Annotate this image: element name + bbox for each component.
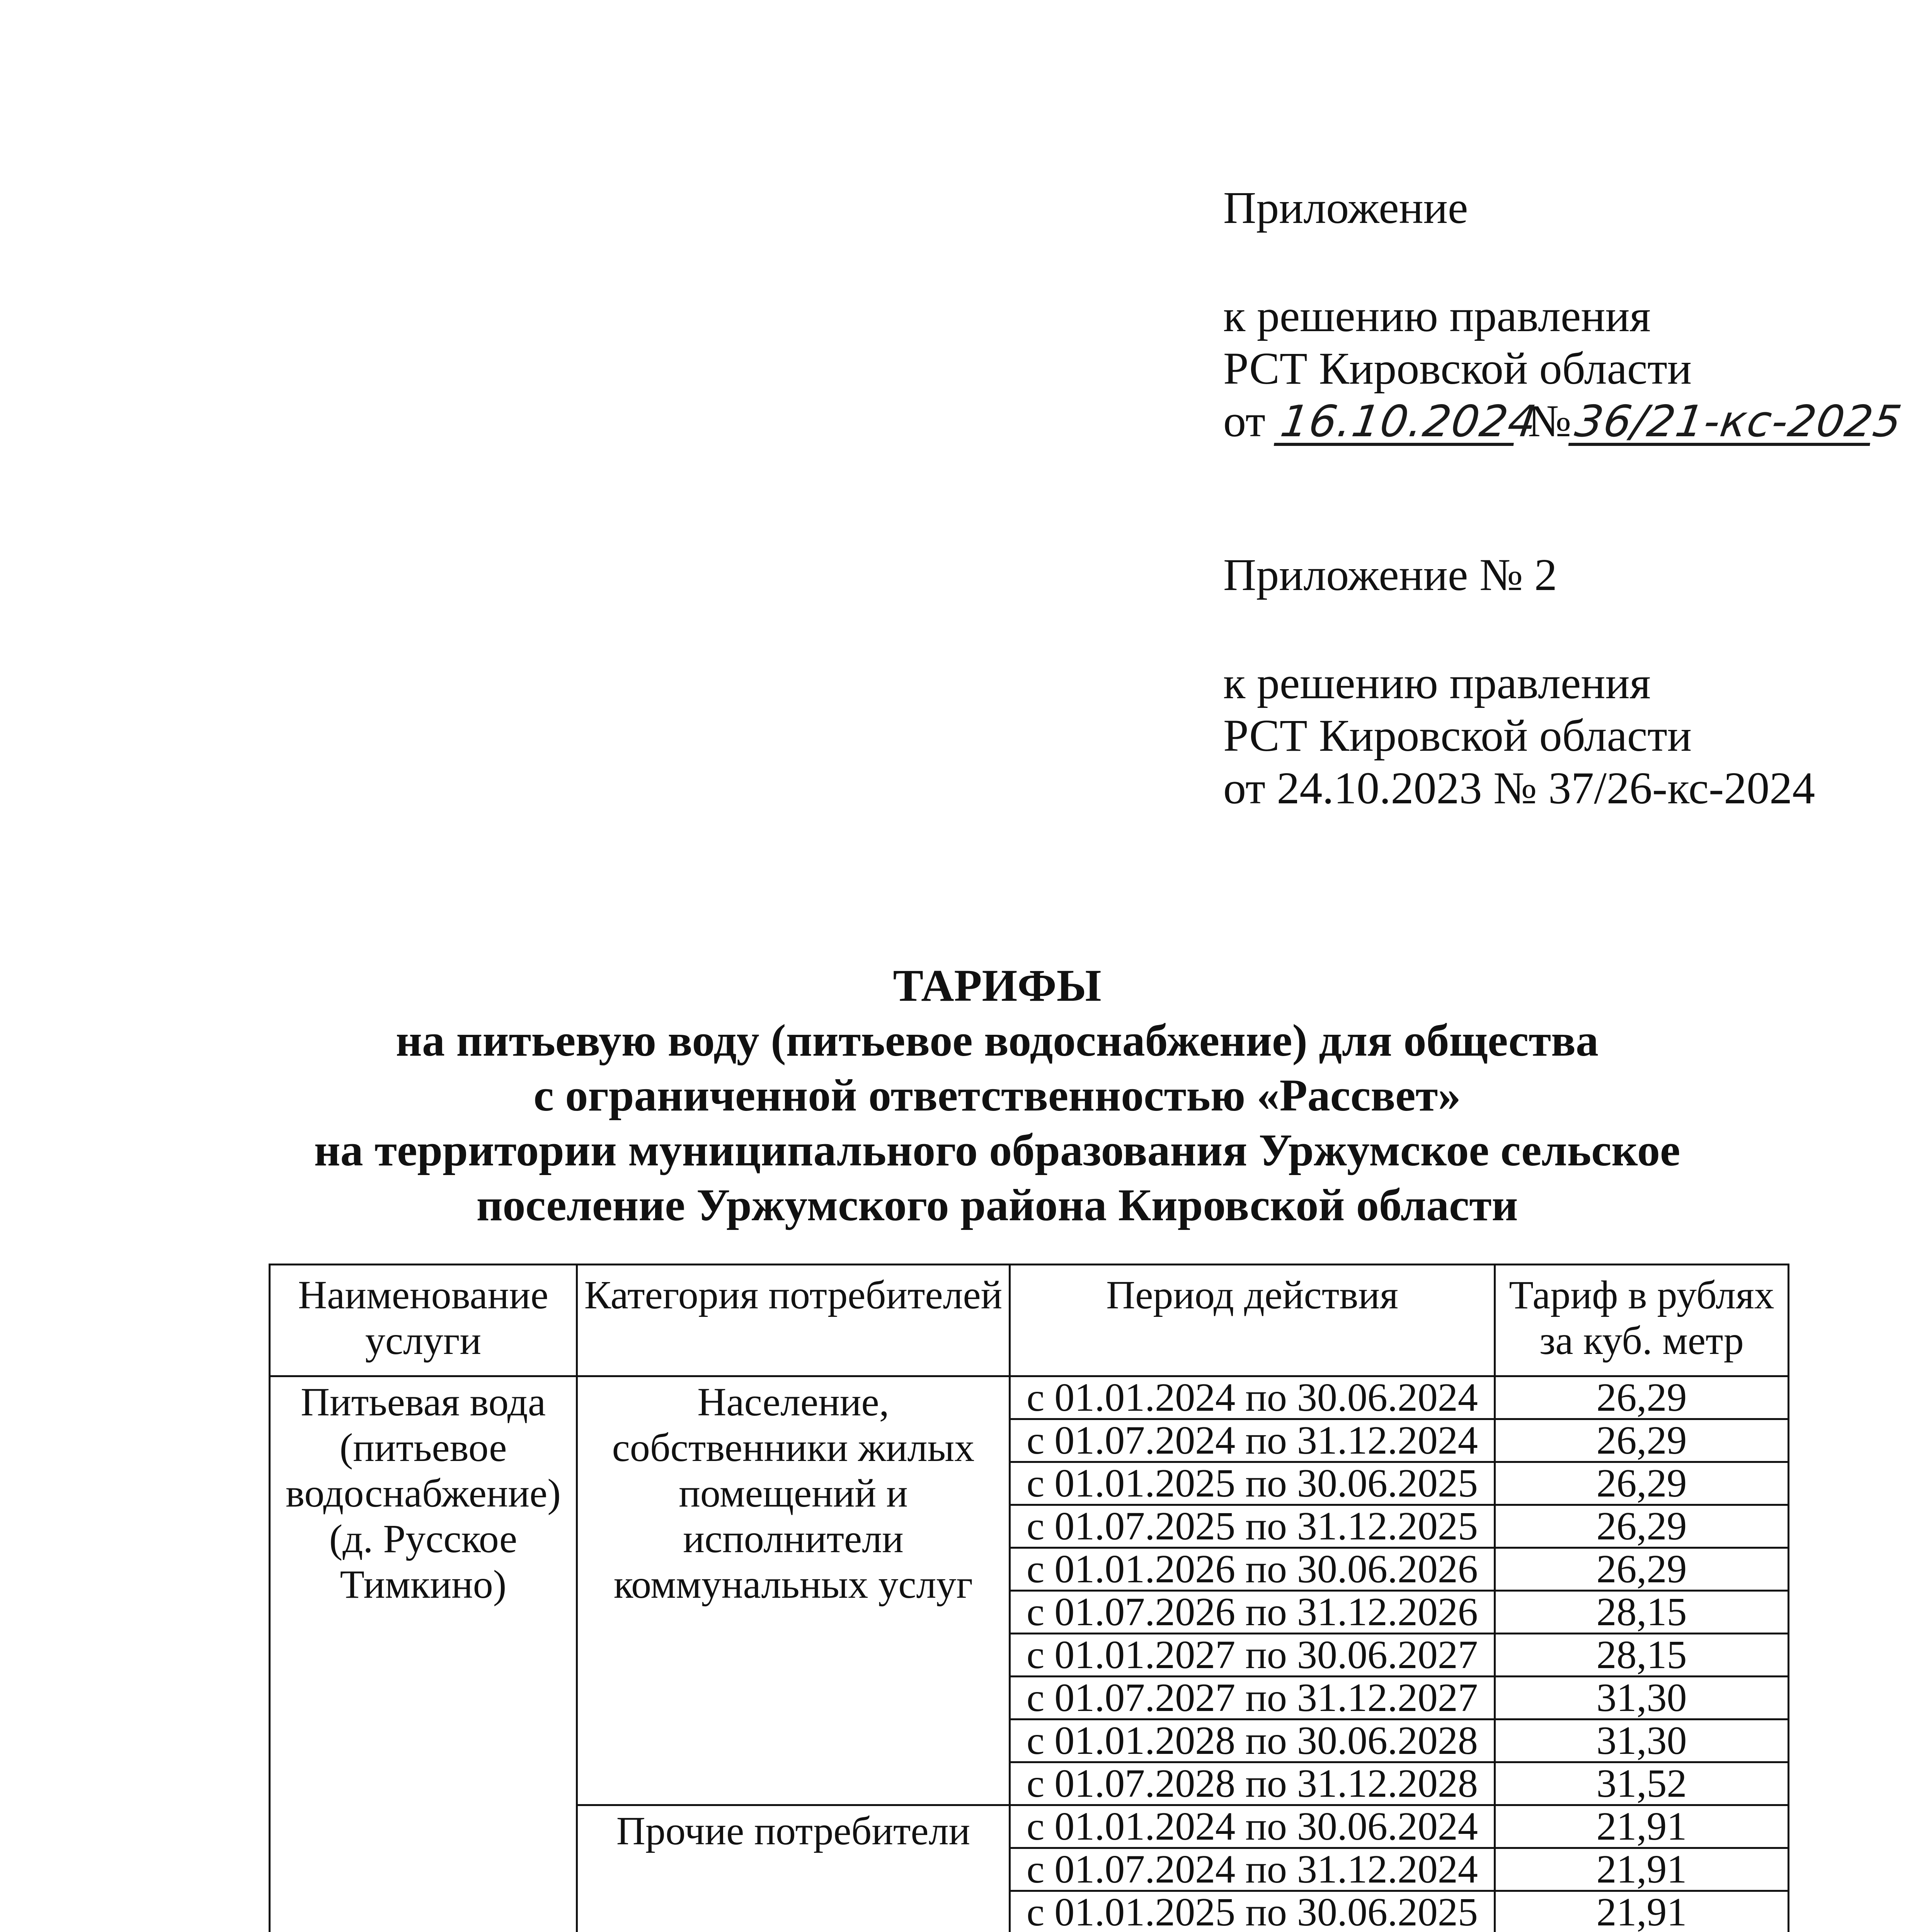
title-heading: ТАРИФЫ: [893, 960, 1102, 1011]
tariff-cell: 21,91: [1495, 1891, 1789, 1932]
tariff-cell: 26,29: [1495, 1462, 1789, 1505]
period-cell: с 01.01.2028 по 30.06.2028: [1010, 1719, 1495, 1762]
period-cell: с 01.01.2024 по 30.06.2024: [1010, 1805, 1495, 1848]
consumer-category-line: Население,: [697, 1380, 889, 1424]
consumer-category-line: исполнители: [683, 1517, 904, 1561]
consumer-category-line: Прочие потребители: [616, 1809, 970, 1853]
tariff-cell: 26,29: [1495, 1376, 1789, 1419]
document-title: [232, 958, 1762, 1233]
tariff-cell: 26,29: [1495, 1419, 1789, 1462]
title-line-4: поселение Уржумского района Кировской области: [476, 1180, 1518, 1230]
period-cell: с 01.07.2024 по 31.12.2024: [1010, 1419, 1495, 1462]
period-cell: с 01.07.2025 по 31.12.2025: [1010, 1505, 1495, 1548]
header-period: Период действия: [1010, 1265, 1495, 1376]
number-sign: №: [1528, 396, 1571, 446]
period-cell: с 01.07.2027 по 31.12.2027: [1010, 1677, 1495, 1719]
consumer-category-line: собственники жилых: [612, 1425, 975, 1470]
approval-current-date-line: [1223, 395, 1905, 447]
approval-current-line2: РСТ Кировской области: [1223, 343, 1692, 394]
title-line-3: на территории муниципального образования Уржумское сельское: [314, 1125, 1680, 1175]
consumer-category-cell: [577, 1805, 1010, 1932]
consumer-category-line: помещений и: [679, 1471, 908, 1515]
approval-original-line1: к решению правления: [1223, 658, 1651, 708]
period-cell: с 01.07.2028 по 31.12.2028: [1010, 1762, 1495, 1805]
approval-original-title: Приложение № 2: [1223, 549, 1557, 600]
period-cell: с 01.07.2026 по 31.12.2026: [1010, 1591, 1495, 1634]
tariff-cell: 21,91: [1495, 1848, 1789, 1891]
approval-current-block: [1223, 182, 1905, 447]
consumer-category-cell: [577, 1376, 1010, 1805]
header-category: Категория потребителей: [577, 1265, 1010, 1376]
service-name-line: Питьевая вода: [300, 1380, 546, 1424]
date-prefix: от: [1223, 396, 1266, 446]
title-line-2: с ограниченной ответственностью «Рассвет»: [533, 1070, 1461, 1121]
tariff-cell: 28,15: [1495, 1591, 1789, 1634]
period-cell: с 01.07.2024 по 31.12.2024: [1010, 1848, 1495, 1891]
consumer-category-line: коммунальных услуг: [613, 1562, 973, 1607]
handwritten-number: 36/21-кс-2025: [1568, 400, 1876, 446]
service-name-line: Тимкино): [340, 1562, 507, 1607]
tariff-cell: 26,29: [1495, 1548, 1789, 1591]
table-header-row: [270, 1265, 1789, 1376]
tariff-table: [269, 1264, 1789, 1932]
period-cell: с 01.01.2025 по 30.06.2025: [1010, 1462, 1495, 1505]
service-name-line: (д. Русское: [329, 1517, 518, 1561]
handwritten-date: 16.10.2024: [1273, 400, 1520, 446]
tariff-table-body: [270, 1376, 1789, 1932]
approval-current-line1: к решению правления: [1223, 291, 1651, 341]
header-tariff: Тариф в рублях за куб. метр: [1495, 1265, 1789, 1376]
tariff-cell: 21,91: [1495, 1805, 1789, 1848]
header-service: Наименование услуги: [270, 1265, 577, 1376]
tariff-cell: 26,29: [1495, 1505, 1789, 1548]
approval-current-title: Приложение: [1223, 182, 1468, 233]
approval-original-line2: РСТ Кировской области: [1223, 710, 1692, 761]
period-cell: с 01.01.2024 по 30.06.2024: [1010, 1376, 1495, 1419]
tariff-cell: 31,52: [1495, 1762, 1789, 1805]
period-cell: с 01.01.2025 по 30.06.2025: [1010, 1891, 1495, 1932]
service-name-line: (питьевое: [339, 1425, 507, 1470]
title-line-1: на питьевую воду (питьевое водоснабжение) для общества: [396, 1015, 1599, 1066]
approval-original-line3: от 24.10.2023 № 37/26-кс-2024: [1223, 763, 1815, 813]
service-name-cell: [270, 1376, 577, 1932]
tariff-cell: 31,30: [1495, 1719, 1789, 1762]
period-cell: с 01.01.2027 по 30.06.2027: [1010, 1634, 1495, 1677]
period-cell: с 01.01.2026 по 30.06.2026: [1010, 1548, 1495, 1591]
tariff-cell: 28,15: [1495, 1634, 1789, 1677]
tariff-cell: 31,30: [1495, 1677, 1789, 1719]
table-row: [270, 1376, 1789, 1419]
approval-original-block: [1223, 549, 1880, 815]
service-name-line: водоснабжение): [286, 1471, 561, 1515]
